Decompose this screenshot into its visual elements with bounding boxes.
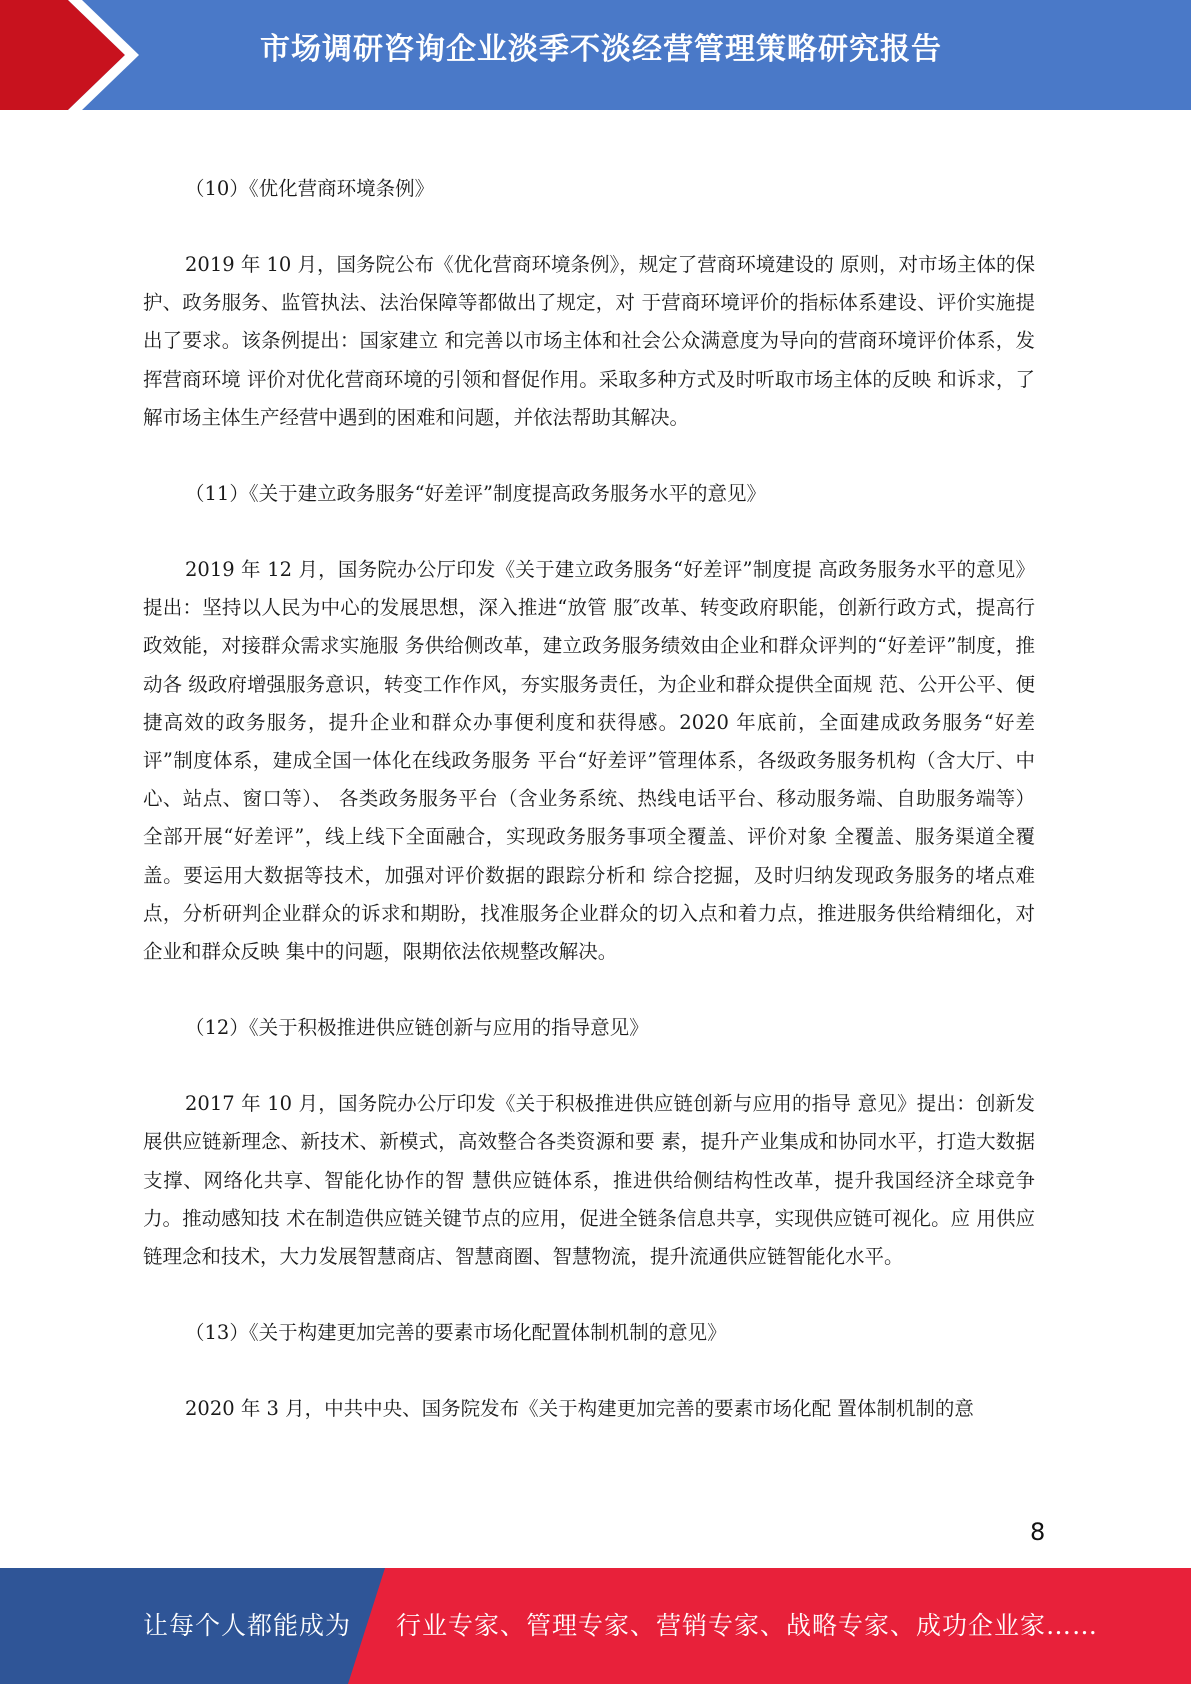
- section-heading: （10）《优化营商环境条例》: [185, 177, 435, 200]
- section-heading: （13）《关于构建更加完善的要素市场化配置体制机制的意见》: [185, 1321, 727, 1345]
- footer-slogan-right: 行业专家、管理专家、营销专家、战略专家、成功企业家……: [396, 1611, 1099, 1640]
- section-paragraph: 2019 年 12 月，国务院办公厅印发《关于建立政务服务“好差评”制度提 高政务服务水平的意见》提出：坚持以人民为中心的发展思想，深入推进“放管 服″改革、转变政府职能，创新行政方式，提高行政效能，对接群众需求实施服 务供给侧改革，建立政务服务绩效由企业和群众评判的“好差评”制度，推动各 级政府增强服务意识，转变工作作风，夯实服务责任，为企业和群众提供全面规 范、公开公平、便捷高效的政务服务，提升企业和群众办事便利度和获得感。2020 年底前，全面建成政务服务“好差评”制度体系，建成全国一体化在线政务服务 平台“好差评”管理体系，各级政务服务机构（含大厅、中心、站点、窗口等）、 各类政务服务平台（含业务系统、热线电话平台、移动服务端、自助服务端等） 全部开展“好差评”，线上线下全面融合，实现政务服务事项全覆盖、评价对象 全覆盖、服务渠道全覆盖。要运用大数据等技术，加强对评价数据的跟踪分析和 综合挖掘，及时归纳发现政务服务的堵点难点，分析研判企业群众的诉求和期盼，找准服务企业群众的切入点和着力点，推进服务供给精细化，对企业和群众反映 集中的问题，限期依法依规整改解决。: [143, 558, 1035, 964]
- chevron-arrow-icon: [0, 0, 160, 110]
- section-heading: （11）《关于建立政务服务“好差评”制度提高政务服务水平的意见》: [185, 482, 767, 506]
- section-paragraph: 2020 年 3 月，中共中央、国务院发布《关于构建更加完善的要素市场化配 置体制机制的意: [185, 1397, 974, 1421]
- page-number: 8: [1030, 1518, 1046, 1546]
- page-footer: [0, 1568, 1191, 1684]
- document-body: [143, 170, 1035, 1428]
- section-paragraph: 2017 年 10 月，国务院办公厅印发《关于积极推进供应链创新与应用的指导 意见》提出：创新发展供应链新理念、新技术、新模式，高效整合各类资源和要 素，提升产业集成和协同水平，打造大数据支撑、网络化共享、智能化协作的智 慧供应链体系，推进供给侧结构性改革，提升我国经济全球竞争力。推动感知技 术在制造供应链关键节点的应用，促进全链条信息共享，实现供应链可视化。应 用供应链理念和技术，大力发展智慧商店、智慧商圈、智慧物流，提升流通供应链智能化水平。: [143, 1092, 1035, 1269]
- report-title: 市场调研咨询企业淡季不淡经营管理策略研究报告: [260, 32, 942, 67]
- section-heading: （12）《关于积极推进供应链创新与应用的指导意见》: [185, 1016, 649, 1040]
- footer-slogan-left: 让每个人都能成为: [143, 1611, 352, 1640]
- page-header: [0, 0, 1191, 110]
- section-paragraph: 2019 年 10 月，国务院公布《优化营商环境条例》，规定了营商环境建设的 原则，对市场主体的保护、政务服务、监管执法、法治保障等都做出了规定，对 于营商环境评价的指标体系建设、评价实施提出了要求。该条例提出：国家建立 和完善以市场主体和社会公众满意度为导向的营商环境评价体系，发挥营商环境 评价对优化营商环境的引领和督促作用。采取多种方式及时听取市场主体的反映 和诉求，了解市场主体生产经营中遇到的困难和问题，并依法帮助其解决。: [143, 253, 1035, 429]
